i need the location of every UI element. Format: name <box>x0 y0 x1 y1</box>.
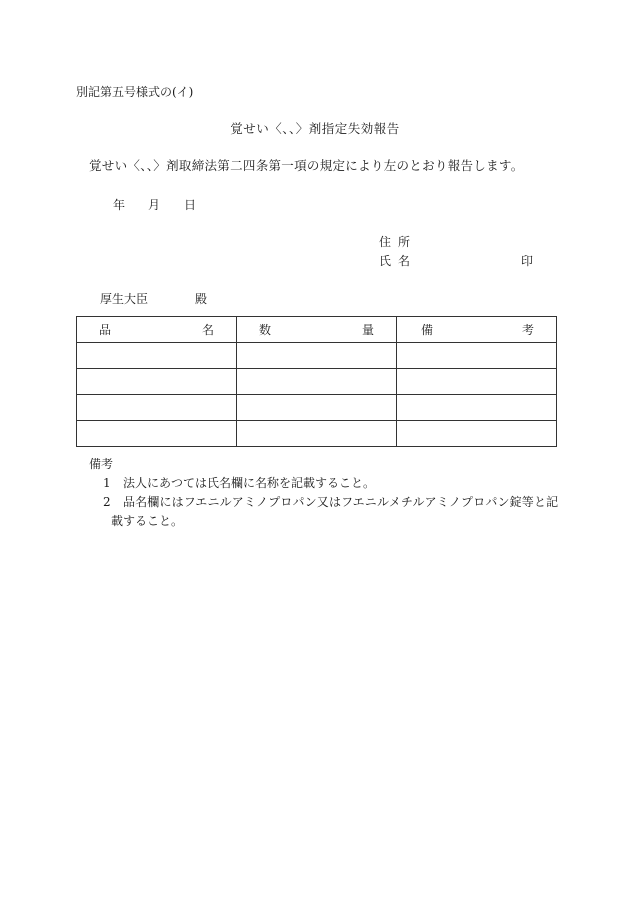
note-number: 1 <box>103 476 111 490</box>
table-cell[interactable] <box>397 395 557 421</box>
header-remarks-left: 備 <box>421 323 434 337</box>
report-table <box>76 316 557 447</box>
form-number: 別記第五号様式の(イ) <box>76 85 194 99</box>
table-row <box>77 421 557 447</box>
note-text: 品名欄にはフエニルアミノプロパン又はフエニルメチルアミノプロパン錠等と記 <box>123 495 559 509</box>
header-item-name-right: 名 <box>201 323 214 337</box>
header-item-name-left: 品 <box>99 323 112 337</box>
date-month-label: 月 <box>148 198 161 212</box>
header-remarks <box>397 317 557 343</box>
note-text-continued: 載すること。 <box>111 514 184 528</box>
table-cell[interactable] <box>397 343 557 369</box>
seal-mark: 印 <box>521 254 534 268</box>
table-cell[interactable] <box>237 421 397 447</box>
note-text: 法人にあつては氏名欄に名称を記載すること。 <box>123 476 376 490</box>
name-label: 氏名 <box>379 254 418 268</box>
table-cell[interactable] <box>237 343 397 369</box>
header-quantity-left: 数 <box>259 323 272 337</box>
note-number: 2 <box>103 495 111 509</box>
table-cell[interactable] <box>77 369 237 395</box>
address-label: 住所 <box>379 235 418 249</box>
table-row <box>77 343 557 369</box>
table-cell[interactable] <box>397 421 557 447</box>
table-header-row <box>77 317 557 343</box>
addressee-honorific: 殿 <box>195 292 208 306</box>
table-cell[interactable] <box>77 421 237 447</box>
remarks-heading: 備考 <box>89 457 114 471</box>
header-quantity-right: 量 <box>361 323 374 337</box>
table-cell[interactable] <box>77 343 237 369</box>
table-cell[interactable] <box>397 369 557 395</box>
table-cell[interactable] <box>237 369 397 395</box>
header-quantity <box>237 317 397 343</box>
table-row <box>77 369 557 395</box>
date-day-label: 日 <box>184 198 197 212</box>
document-title: 覚せい〈、、〉剤指定失効報告 <box>230 121 400 136</box>
table-cell[interactable] <box>77 395 237 421</box>
date-year-label: 年 <box>113 198 126 212</box>
addressee-name: 厚生大臣 <box>100 292 149 306</box>
table-cell[interactable] <box>237 395 397 421</box>
header-item-name <box>77 317 237 343</box>
header-remarks-right: 考 <box>521 323 534 337</box>
table-row <box>77 395 557 421</box>
report-statement: 覚せい〈、、〉剤取締法第二四条第一項の規定により左のとおり報告します。 <box>89 158 524 173</box>
